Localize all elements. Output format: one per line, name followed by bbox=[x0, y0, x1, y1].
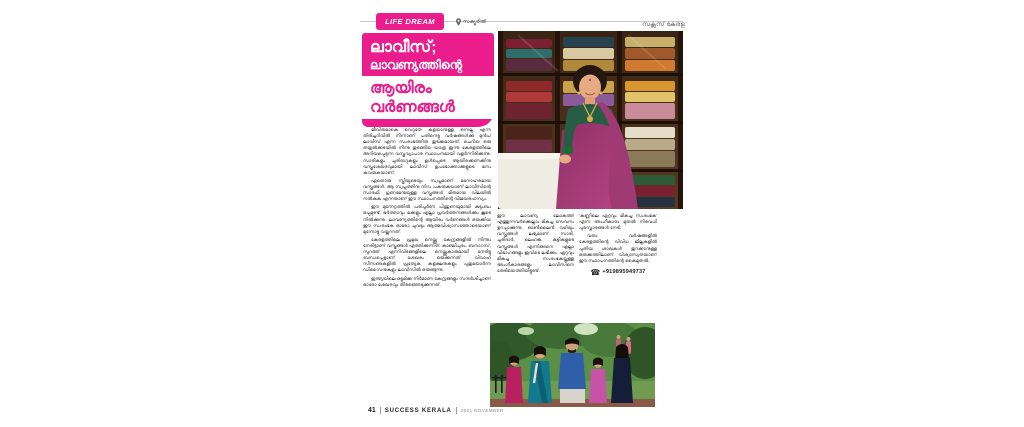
headline-block bbox=[362, 33, 494, 127]
main-photo-saree-shop bbox=[498, 31, 683, 209]
contact-phone bbox=[579, 269, 657, 277]
article-column-1 bbox=[363, 127, 491, 408]
paragraph: ജീവിതമാകെ വെറുതേ കളയാനുള്ള ഒന്നല്ല എന്ന തിരിച്ചറിവിൽ നിന്നാണ് പതിനെട്ടു വർഷങ്ങൾക്കു മുൻപ് ലാവീസ് എന്ന സംരംഭത്തിനു തുടക്കമായത്. ചെറിയ ഒരു തയ്യൽക്കടയിൽ നിന്നു തുടങ്ങിയ യാത്ര ഇന്നു കേരളത്തിലെ അറിയപ്പെടുന്ന വസ്ത്രവ്യാപാര സ്ഥാപനമായി വളർന്നിരിക്കുന്നു. സാരികളും ചുരിദാറുകളും ഉൾപ്പെടെ ആയിരക്കണക്കിനു വസ്ത്രശേഖരവുമായി ലാവീസ് ഉപഭോക്താക്കളുടെ മനം കവരുകയാണ്. bbox=[363, 127, 491, 175]
headline-line1: ലാവീസ്; bbox=[370, 39, 437, 56]
paragraph: വരും വർഷങ്ങളിൽ കേരളത്തിന്റെ വിവിധ ജില്ലകളിൽ പുതിയ ശാഖകൾ തുറക്കാനുള്ള ഒരുക്കത്തിലാണ്. വിശ്വാസ്യതയാണ് ഈ സ്ഥാപനത്തിന്റെ കൈമുതൽ. bbox=[579, 233, 657, 263]
section-badge bbox=[376, 13, 444, 30]
paragraph: ഏതൊരു സ്ത്രീയുടെയും സ്വപ്നമാണ് മനോഹരമായ വസ്ത്രങ്ങൾ. ആ സ്വപ്നത്തിനു നിറം പകരുകയാണ് ലാവീസിന്റെ സാരഥി. ഗുണമേന്മയുള്ള വസ്ത്രങ്ങൾ മിതമായ വിലയിൽ നൽകുക എന്നതാണ് ഈ സ്ഥാപനത്തിന്റെ വിജയരഹസ്യം. bbox=[363, 177, 491, 202]
issue-date: 2021 NOVEMBER bbox=[460, 408, 504, 413]
location-label: സക്യൂരിൽ bbox=[463, 19, 486, 25]
location-pin-icon bbox=[456, 18, 461, 26]
location-tag bbox=[456, 17, 486, 27]
page-number: 41 bbox=[368, 407, 376, 414]
paragraph: ഈ ലാവണ്യ ലോകത്ത് എത്തുന്നവർക്കെല്ലാം മികച്ച സേവനം ഉറപ്പാക്കുന്നു. ഓൺലൈൻ വഴിയും വസ്ത്രങ്ങൾ ലഭ്യമാണ്. സാരി, ചുരിദാർ, ലെഹങ്ക, കുട്ടികളുടെ വസ്ത്രങ്ങൾ എന്നിങ്ങനെ എല്ലാ വിഭാഗങ്ങളും ഇവിടെ ലഭിക്കും. ഏറ്റവും മികച്ച സംരംഭകയ്ക്കുള്ള അംഗീകാരങ്ങളും ലാവീസിനെ തേടിയെത്തിയിട്ടുണ്ട്. bbox=[497, 213, 574, 273]
masthead: സക്സസ് കേരള bbox=[642, 22, 685, 28]
footer-divider bbox=[456, 407, 457, 414]
headline-line2: ലാവണ്യത്തിന്റെ bbox=[370, 57, 462, 72]
headline-line3: ആയിരം bbox=[370, 79, 432, 97]
family-photo bbox=[490, 323, 655, 407]
magazine-page bbox=[360, 0, 685, 427]
phone-icon: ☎ bbox=[590, 267, 601, 277]
headline-band bbox=[362, 76, 494, 119]
paragraph: കേരളത്തിലെ പ്രമുഖ നെയ്ത്തു കേന്ദ്രങ്ങളിൽ നിന്നും നേരിട്ടാണ് വസ്ത്രങ്ങൾ എത്തിക്കുന്നത്. കാഞ്ചീപുരം, ബനാറസ്, സൂറത്ത് എന്നിവിടങ്ങളിലെ നെയ്ത്തുകാരുമായി നേരിട്ടു ബന്ധപ്പെട്ടാണ് ശേഖരം ഒരുക്കുന്നത്. വിവാഹ സീസണുകളിൽ പ്രത്യേക കളക്ഷനുകളും പുതുമയാർന്ന ഡിസൈനുകളും ലാവീസിൽ ഒരുങ്ങുന്നു. bbox=[363, 236, 491, 273]
paragraph: ഈ മുന്നേറ്റത്തിൽ പരിപൂർണ പിന്തുണയുമായി കുടുംബം ഒപ്പമുണ്ട്. ഭർത്താവും മക്കളും എല്ലാ പ്രവർത്തനങ്ങൾക്കും കൂടെ നിൽക്കുന്നു. ലാവണ്യത്തിന്റെ ആയിരം വർണങ്ങൾ ഒരുക്കിയ ഈ സംരംഭക ഓരോ ചുവടും ആത്മവിശ്വാസത്തോടെയാണ് മുന്നോട്ടു വയ്ക്കുന്നത്. bbox=[363, 204, 491, 234]
magazine-title: SUCCESS KERALA bbox=[384, 407, 452, 414]
section-badge-label: LIFE DREAM bbox=[385, 17, 435, 26]
page-footer bbox=[368, 407, 504, 414]
paragraph: ഇന്ത്യയിലെ ഒട്ടുമിക്ക നിർമാണ കേന്ദ്രങ്ങളും സന്ദർശിച്ചാണ് ഓരോ ശേഖരവും തിരഞ്ഞെടുക്കുന്നത്. bbox=[363, 275, 491, 287]
footer-divider bbox=[380, 407, 381, 414]
paragraph: 'കണ്ണിലെ ഏറ്റവും മികച്ച സംരംഭക' എന്ന അംഗീകാരം മുതൽ നിരവധി പുരസ്കാരങ്ങൾ നേടി. bbox=[579, 213, 657, 231]
article-column-2 bbox=[497, 213, 574, 313]
article-column-3 bbox=[579, 213, 657, 313]
headline-line4: വർണങ്ങൾ bbox=[370, 98, 455, 116]
phone-number: +919895949737 bbox=[602, 269, 646, 276]
